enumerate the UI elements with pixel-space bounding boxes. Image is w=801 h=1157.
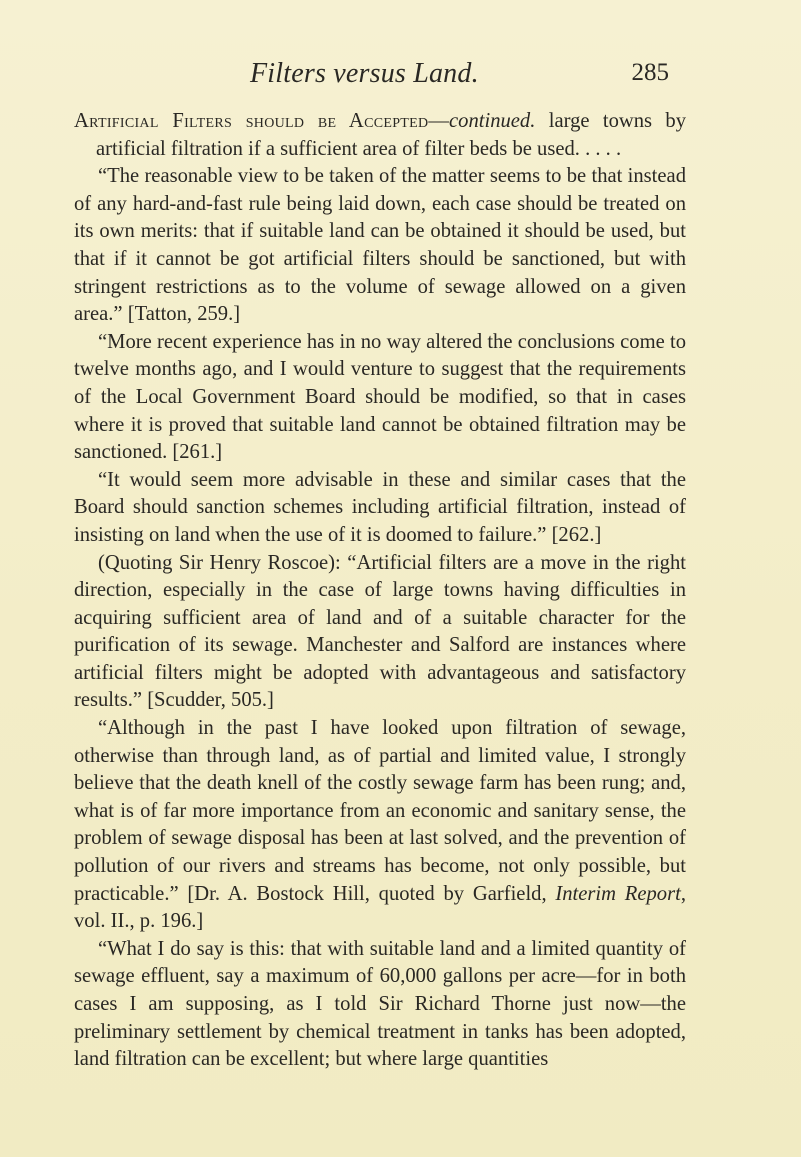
paragraph-2: “The reasonable view to be taken of the matter seems to be that instead of any hard-and-fast rule being laid down, each case should be treated on its own merits: that if suitable land can be obtained it should be used, but that if it cannot be got artificial filters should be sanctioned, but with stringent restrictions as to the volume of sewage allowed on a given area.” [Tatton, 259.] bbox=[74, 165, 686, 326]
paragraph-6-text: “Although in the past I have looked upon filtration of sewage, otherwise than through land, as of partial and limited value, I strongly believe that the death knell of the costly sewage farm has been rung; and, what is of far more importance from an economic and sanitary sense, the problem of sewage disposal has been at last solved, and the prevention of pollution of our rivers and streams has become, not only possible, but practicable.” [Dr. A. Bostock Hill, quoted by Garfield, bbox=[74, 717, 686, 905]
section-heading: Artificial Filters should be Accepted bbox=[74, 110, 429, 132]
paragraph-1-text: large towns by artificial filtration if a sufficient area of filter beds be used. . . . . bbox=[96, 110, 686, 160]
paragraph-5: (Quoting Sir Henry Roscoe): “Artificial filters are a move in the right direction, especially in the case of large towns having difficulties in acquiring sufficient area of land and of a suitable character for the purification of its sewage. Manchester and Salford are instances where artificial filters might be adopted with advantageous and satisfactory results.” [Scudder, 505.] bbox=[74, 551, 686, 712]
paragraph-6 bbox=[74, 715, 686, 936]
page-number: 285 bbox=[631, 59, 669, 86]
paragraph-7: “What I do say is this: that with suitable land and a limited quantity of sewage effluent, say a maximum of 60,000 gallons per acre—for in both cases I am supposing, as I told Sir Richard Thorne just now—the preliminary settlement by chemical treatment in tanks has been adopted, land filtration can be excellent; but where large quantities bbox=[74, 937, 686, 1071]
body-text bbox=[74, 108, 686, 1074]
continued-label: continued. bbox=[449, 110, 536, 132]
paragraph-section-continued bbox=[74, 108, 686, 163]
paragraph-3: “More recent experience has in no way altered the conclusions come to twelve months ago, and I would venture to suggest that the requirements of the Local Government Board should be modified, so that in cases where it is proved that suitable land cannot be obtained filtration may be sanctioned. [261.] bbox=[74, 330, 686, 464]
page-header bbox=[0, 58, 801, 98]
report-title: Interim Report bbox=[555, 882, 681, 905]
paragraph-4: “It would seem more advisable in these and similar cases that the Board should sanction schemes including artificial filtration, instead of insisting on land when the use of it is doomed to failure.” [262.] bbox=[74, 468, 686, 546]
heading-dash: — bbox=[428, 110, 450, 132]
running-title: Filters versus Land. bbox=[250, 58, 479, 89]
paragraph-6-citation: , vol. II., p. 196.] bbox=[74, 882, 686, 933]
